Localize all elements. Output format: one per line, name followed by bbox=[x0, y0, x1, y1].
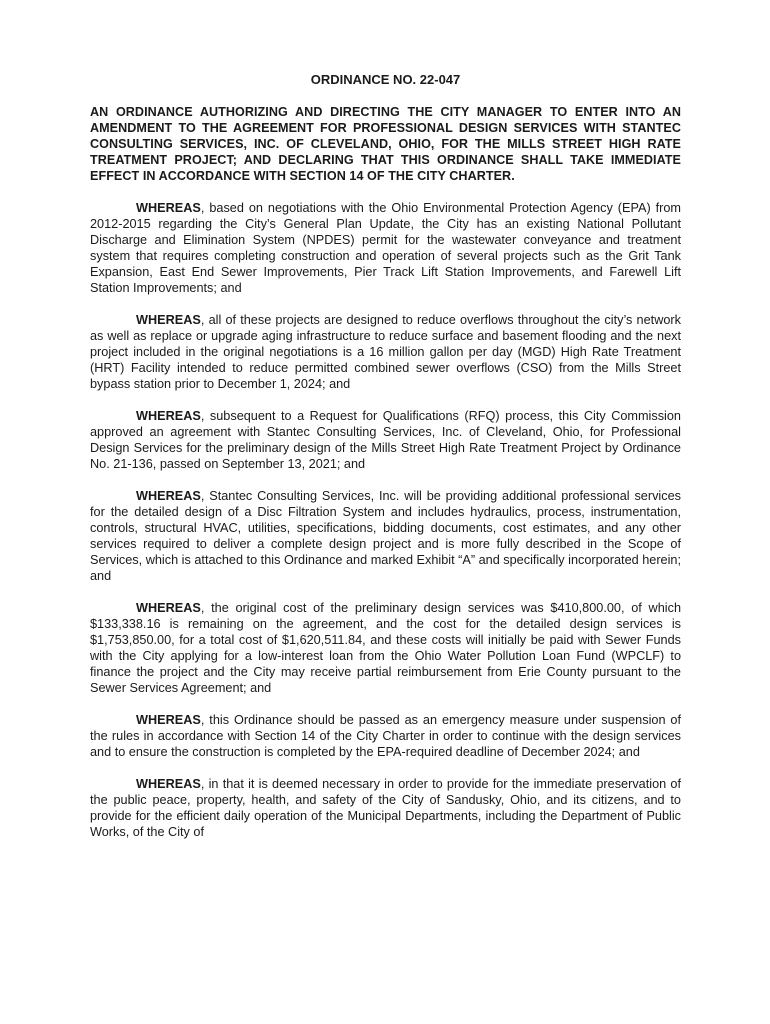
whereas-paragraph-text: , in that it is deemed necessary in order to provide for the immediate preservation of the public peace, property, health, and safety of the City of Sandusky, Ohio, and its citizens, and to provide for the efficient daily operation of the Municipal Departments, including the Department of Public Works, of the City of bbox=[90, 777, 681, 839]
whereas-keyword: WHEREAS bbox=[136, 409, 201, 423]
whereas-paragraph-text: , based on negotiations with the Ohio Environmental Protection Agency (EPA) from 2012-2015 regarding the City’s General Plan Update, the City has an existing National Pollutant Discharge and Elimination System (NPDES) permit for the wastewater conveyance and treatment system that requires completing construction and operation of several projects such as the Grit Tank Expansion, East End Sewer Improvements, Pier Track Lift Station Improvements, and Farewell Lift Station Improvements; and bbox=[90, 201, 681, 295]
whereas-paragraph-7 bbox=[90, 776, 681, 840]
whereas-keyword: WHEREAS bbox=[136, 777, 201, 791]
whereas-paragraph-6 bbox=[90, 712, 681, 760]
whereas-paragraph-3 bbox=[90, 408, 681, 472]
whereas-keyword: WHEREAS bbox=[136, 601, 201, 615]
whereas-paragraph-text: , Stantec Consulting Services, Inc. will be providing additional professional services for the detailed design of a Disc Filtration System and includes hydraulics, process, instrumentation, controls, structural HVAC, utilities, specifications, bidding documents, cost estimates, and any other services required to deliver a complete design project and is more fully described in the Scope of Services, which is attached to this Ordinance and marked Exhibit “A” and specifically incorporated herein; and bbox=[90, 489, 681, 583]
whereas-paragraph-text: , the original cost of the preliminary design services was $410,800.00, of which $133,338.16 is remaining on the agreement, and the cost for the detailed design services is $1,753,850.00, for a total cost of $1,620,511.84, and these costs will initially be paid with Sewer Funds with the City applying for a low-interest loan from the Ohio Water Pollution Loan Fund (WPCLF) to finance the project and the City may receive partial reimbursement from Erie County pursuant to the Sewer Services Agreement; and bbox=[90, 601, 681, 695]
whereas-paragraph-4 bbox=[90, 488, 681, 584]
ordinance-heading: AN ORDINANCE AUTHORIZING AND DIRECTING THE CITY MANAGER TO ENTER INTO AN AMENDMENT TO THE AGREEMENT FOR PROFESSIONAL DESIGN SERVICES WITH STANTEC CONSULTING SERVICES, INC. OF CLEVELAND, OHIO, FOR THE MILLS STREET HIGH RATE TREATMENT PROJECT; AND DECLARING THAT THIS ORDINANCE SHALL TAKE IMMEDIATE EFFECT IN ACCORDANCE WITH SECTION 14 OF THE CITY CHARTER. bbox=[90, 105, 681, 183]
whereas-paragraph-1 bbox=[90, 200, 681, 296]
whereas-keyword: WHEREAS bbox=[136, 713, 201, 727]
whereas-paragraph-text: , this Ordinance should be passed as an emergency measure under suspension of the rules in accordance with Section 14 of the City Charter in order to continue with the design services and to ensure the construction is completed by the EPA-required deadline of December 2024; and bbox=[90, 713, 681, 759]
whereas-paragraph-text: , subsequent to a Request for Qualifications (RFQ) process, this City Commission approved an agreement with Stantec Consulting Services, Inc. of Cleveland, Ohio, for Professional Design Services for the preliminary design of the Mills Street High Rate Treatment Project by Ordinance No. 21-136, passed on September 13, 2021; and bbox=[90, 409, 681, 471]
whereas-paragraph-5 bbox=[90, 600, 681, 696]
whereas-paragraph-2 bbox=[90, 312, 681, 392]
whereas-keyword: WHEREAS bbox=[136, 201, 201, 215]
whereas-paragraph-text: , all of these projects are designed to reduce overflows throughout the city’s network as well as replace or upgrade aging infrastructure to reduce surface and basement flooding and the next project included in the original negotiations is a 16 million gallon per day (MGD) High Rate Treatment (HRT) Facility intended to reduce permitted combined sewer overflows (CSO) from the Mills Street bypass station prior to December 1, 2024; and bbox=[90, 313, 681, 391]
document-page bbox=[90, 72, 681, 856]
whereas-keyword: WHEREAS bbox=[136, 313, 201, 327]
whereas-keyword: WHEREAS bbox=[136, 489, 201, 503]
ordinance-number-title: ORDINANCE NO. 22-047 bbox=[310, 72, 461, 87]
